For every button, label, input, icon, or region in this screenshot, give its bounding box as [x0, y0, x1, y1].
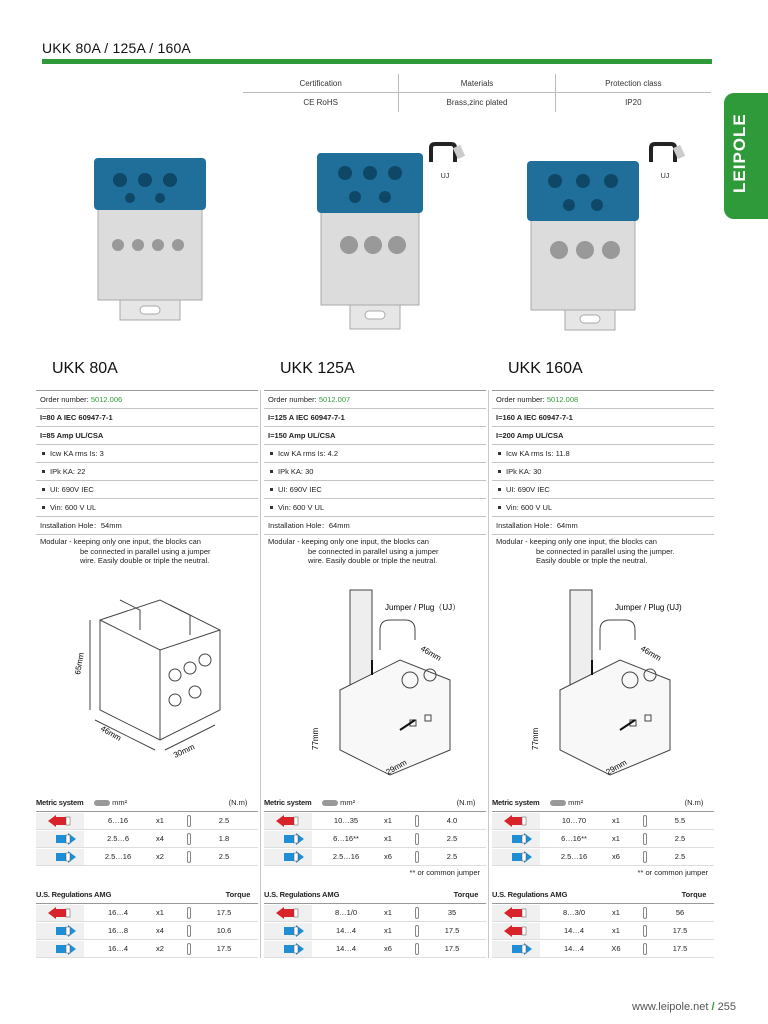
input-arrow-icon	[492, 905, 540, 921]
order-number-row	[36, 391, 258, 409]
screwdriver-icon	[630, 907, 660, 919]
cert-header-row	[243, 74, 711, 93]
dim-width-label: 29mm	[604, 757, 629, 777]
metric-system-label: Metric system	[264, 798, 312, 807]
page-title: UKK 80A / 125A / 160A	[42, 40, 191, 56]
torque-value: 56	[675, 908, 685, 917]
torque-value: 17.5	[444, 926, 460, 935]
mm2-label: mm²	[112, 798, 128, 807]
wire-range: 14…4	[563, 926, 584, 935]
wire-range: 10…35	[333, 816, 359, 825]
input-arrow-icon	[492, 923, 540, 939]
order-label: Order number:	[496, 395, 545, 404]
wire-range: 6…16	[107, 816, 128, 825]
multiplier: x1	[384, 816, 392, 825]
order-number-row	[264, 391, 486, 409]
multiplier: x1	[384, 926, 392, 935]
output-arrow-icon	[36, 923, 84, 939]
screwdriver-icon	[174, 833, 204, 845]
torque-value: 35	[447, 908, 457, 917]
bullet-icon	[498, 488, 501, 491]
footer-site-link[interactable]: www.leipole.net	[632, 1001, 709, 1013]
output-arrow-icon	[36, 849, 84, 865]
table-row	[36, 812, 258, 830]
output-arrow-icon	[492, 849, 540, 865]
vin-value: Vin: 600 V UL	[278, 503, 325, 512]
bullet-icon	[270, 488, 273, 491]
screwdriver-icon	[174, 907, 204, 919]
vin-row	[492, 499, 714, 517]
multiplier: x6	[612, 852, 620, 861]
bullet-icon	[498, 506, 501, 509]
icw-row	[36, 445, 258, 463]
output-arrow-icon	[264, 923, 312, 939]
title-rule	[42, 59, 712, 64]
torque-value: 2.5	[674, 852, 686, 861]
cert-header: Certification	[299, 79, 342, 88]
wire-icon	[94, 798, 138, 807]
certification-table	[243, 74, 711, 112]
amg-label: AMG	[322, 890, 340, 899]
screwdriver-icon	[174, 815, 204, 827]
multiplier: x2	[156, 944, 164, 953]
table-row	[492, 940, 714, 958]
screwdriver-icon	[402, 851, 432, 863]
wire-range: 6…16**	[333, 834, 359, 843]
torque-nm-label: (N.m)	[228, 798, 248, 807]
multiplier: x2	[156, 852, 164, 861]
torque-value: 1.8	[218, 834, 230, 843]
cert-value-row	[243, 93, 711, 112]
torque-label: Torque	[681, 890, 707, 899]
vin-value: Vin: 600 V UL	[506, 503, 553, 512]
wire-range: 14…4	[335, 926, 356, 935]
multiplier: x1	[384, 834, 392, 843]
multiplier: x1	[612, 816, 620, 825]
table-header	[264, 794, 486, 812]
ipk-row	[264, 463, 486, 481]
icw-value: Icw KA rms Is: 3	[50, 449, 104, 458]
metric-system-label: Metric system	[36, 798, 84, 807]
dim-depth-label: 46mm	[639, 643, 663, 663]
brand-tab	[724, 93, 768, 219]
modular-line-2: be connected in parallel using the jumper.	[536, 546, 675, 556]
wire-range: 14…4	[563, 944, 584, 953]
cert-value: CE RoHS	[303, 98, 338, 107]
table-row	[264, 812, 486, 830]
modular-line-3: Easily double or triple the neutral.	[536, 556, 648, 565]
ui-value: UI: 690V IEC	[50, 485, 94, 494]
mm2-label: mm²	[340, 798, 356, 807]
metric-system-label: Metric system	[492, 798, 540, 807]
bullet-icon	[42, 452, 45, 455]
torque-value: 17.5	[216, 908, 232, 917]
output-arrow-icon	[264, 831, 312, 847]
wire-range: 16…4	[107, 944, 128, 953]
table-row	[36, 848, 258, 866]
table-row	[264, 922, 486, 940]
screwdriver-icon	[174, 925, 204, 937]
column-divider	[488, 390, 489, 958]
multiplier: x1	[384, 908, 392, 917]
multiplier: x1	[612, 908, 620, 917]
dim-height-label: 65mm	[73, 651, 86, 676]
icw-value: Icw KA rms Is: 11.8	[506, 449, 570, 458]
torque-label: Torque	[225, 890, 251, 899]
torque-nm-label: (N.m)	[684, 798, 704, 807]
order-number: 5012.007	[318, 395, 351, 404]
spec-box-ukk125	[264, 390, 486, 566]
us-table-ukk160	[492, 886, 714, 958]
table-row	[492, 848, 714, 866]
torque-label: Torque	[453, 890, 479, 899]
modular-note	[492, 535, 714, 566]
model-title-ukk160: UKK 160A	[508, 360, 583, 377]
column-divider	[260, 390, 261, 958]
table-header	[264, 886, 486, 904]
icw-row	[264, 445, 486, 463]
input-arrow-icon	[264, 813, 312, 829]
page-footer	[632, 1001, 736, 1013]
bullet-icon	[498, 470, 501, 473]
brand-logo: LEIPOLE	[730, 113, 749, 193]
amg-label: AMG	[94, 890, 112, 899]
spec-box-ukk80	[36, 390, 258, 566]
output-arrow-icon	[492, 831, 540, 847]
dim-depth-label: 46mm	[419, 643, 443, 663]
wire-range: 2.5…6	[106, 834, 130, 843]
bullet-icon	[42, 488, 45, 491]
modular-line-3: wire. Easily double or triple the neutral.	[80, 556, 210, 565]
order-number: 5012.006	[90, 395, 123, 404]
output-arrow-icon	[264, 849, 312, 865]
torque-value: 5.5	[674, 816, 686, 825]
torque-value: 2.5	[218, 852, 230, 861]
output-arrow-icon	[36, 831, 84, 847]
product-photo-ukk80	[90, 150, 210, 330]
input-arrow-icon	[264, 905, 312, 921]
icw-row	[492, 445, 714, 463]
table-row	[264, 940, 486, 958]
screwdriver-icon	[630, 851, 660, 863]
wire-range: 8…3/0	[562, 908, 586, 917]
table-row	[264, 848, 486, 866]
table-row	[264, 904, 486, 922]
bullet-icon	[42, 470, 45, 473]
jumper-plug-label: Jumper / Plug (UJ)	[615, 603, 682, 612]
torque-nm-label: (N.m)	[456, 798, 476, 807]
us-table-ukk125	[264, 886, 486, 958]
table-row	[36, 904, 258, 922]
jumper-drawing-ukk125	[300, 580, 485, 780]
torque-value: 17.5	[672, 926, 688, 935]
common-jumper-note: ** or common jumper	[637, 868, 708, 877]
torque-value: 2.5	[674, 834, 686, 843]
order-label: Order number:	[40, 395, 89, 404]
ui-value: UI: 690V IEC	[506, 485, 550, 494]
installation-hole: Installation Hole：54mm	[36, 517, 258, 535]
output-arrow-icon	[36, 941, 84, 957]
torque-value: 2.5	[218, 816, 230, 825]
screwdriver-icon	[630, 925, 660, 937]
screwdriver-icon	[402, 907, 432, 919]
multiplier: X6	[611, 944, 621, 953]
dim-width-label: 29mm	[384, 757, 409, 777]
spec-box-ukk160	[492, 390, 714, 566]
torque-value: 10.6	[216, 926, 232, 935]
torque-value: 4.0	[446, 816, 458, 825]
table-row	[36, 830, 258, 848]
dimension-drawing-ukk80	[50, 580, 250, 770]
screwdriver-icon	[402, 833, 432, 845]
vin-row	[36, 499, 258, 517]
ipk-value: IPk KA: 30	[278, 467, 314, 476]
multiplier: x1	[612, 926, 620, 935]
screwdriver-icon	[630, 943, 660, 955]
rated-iec: I=160 A IEC 60947-7-1	[492, 409, 714, 427]
amg-label: AMG	[550, 890, 568, 899]
table-row	[36, 940, 258, 958]
us-regulations-label: U.S. Regulations	[36, 890, 93, 899]
ipk-row	[36, 463, 258, 481]
wire-range: 2.5…16	[104, 852, 132, 861]
ui-row	[36, 481, 258, 499]
dim-height-label: 77mm	[531, 727, 540, 750]
common-jumper-note: ** or common jumper	[409, 868, 480, 877]
metric-table-ukk80	[36, 794, 258, 866]
torque-value: 17.5	[444, 944, 460, 953]
input-arrow-icon	[492, 813, 540, 829]
table-row	[492, 922, 714, 940]
product-photo-ukk125	[315, 145, 425, 335]
installation-hole: Installation Hole：64mm	[492, 517, 714, 535]
mm2-label: mm²	[568, 798, 584, 807]
screwdriver-icon	[402, 943, 432, 955]
metric-table-ukk160	[492, 794, 714, 880]
wire-range: 16…4	[107, 908, 128, 917]
input-arrow-icon	[36, 905, 84, 921]
icw-value: Icw KA rms Is: 4.2	[278, 449, 339, 458]
table-row	[264, 830, 486, 848]
torque-value: 17.5	[672, 944, 688, 953]
jumper-icon-ukk160	[645, 140, 685, 178]
product-photo-ukk160	[525, 155, 645, 335]
ipk-row	[492, 463, 714, 481]
protection-header: Protection class	[555, 74, 711, 92]
footer-slash: /	[711, 1001, 715, 1013]
torque-value: 2.5	[446, 834, 458, 843]
model-title-ukk80: UKK 80A	[52, 360, 118, 377]
modular-line-3: wire. Easily double or triple the neutral.	[308, 556, 438, 565]
screwdriver-icon	[402, 815, 432, 827]
input-arrow-icon	[36, 813, 84, 829]
rated-iec: I=80 A IEC 60947-7-1	[36, 409, 258, 427]
metric-table-ukk125	[264, 794, 486, 880]
multiplier: x4	[156, 926, 164, 935]
wire-range: 8…1/0	[334, 908, 358, 917]
table-header	[492, 886, 714, 904]
bullet-icon	[270, 452, 273, 455]
vin-row	[264, 499, 486, 517]
wire-range: 10…70	[561, 816, 587, 825]
page-number: 255	[717, 1001, 736, 1013]
ipk-value: IPk KA: 30	[506, 467, 542, 476]
dim-width-label: 30mm	[172, 742, 196, 760]
torque-value: 2.5	[446, 852, 458, 861]
table-row	[492, 904, 714, 922]
table-header	[36, 886, 258, 904]
table-header	[492, 794, 714, 812]
modular-note	[36, 535, 258, 566]
dim-depth-label: 46mm	[99, 723, 123, 743]
modular-line-1: Modular - keeping only one input, the blocks can	[496, 537, 657, 546]
rated-iec: I=125 A IEC 60947-7-1	[264, 409, 486, 427]
materials-header: Materials	[398, 74, 554, 92]
order-number-row	[492, 391, 714, 409]
table-row	[36, 922, 258, 940]
us-table-ukk80	[36, 886, 258, 958]
installation-hole: Installation Hole：64mm	[264, 517, 486, 535]
multiplier: x4	[156, 834, 164, 843]
ui-value: UI: 690V IEC	[278, 485, 322, 494]
modular-line-1: Modular - keeping only one input, the blocks can	[268, 537, 429, 546]
bullet-icon	[270, 506, 273, 509]
multiplier: x6	[384, 944, 392, 953]
ui-row	[264, 481, 486, 499]
output-arrow-icon	[492, 941, 540, 957]
screwdriver-icon	[630, 833, 660, 845]
order-number: 5012.008	[546, 395, 579, 404]
vin-value: Vin: 600 V UL	[50, 503, 97, 512]
bullet-icon	[42, 506, 45, 509]
us-regulations-label: U.S. Regulations	[492, 890, 549, 899]
uj-label: UJ	[440, 173, 450, 180]
wire-range: 2.5…16	[560, 852, 588, 861]
wire-icon	[550, 798, 594, 807]
table-header	[36, 794, 258, 812]
rated-ul: I=85 Amp UL/CSA	[36, 427, 258, 445]
screwdriver-icon	[402, 925, 432, 937]
bullet-icon	[498, 452, 501, 455]
modular-line-2: be connected in parallel using a jumper	[80, 546, 211, 556]
jumper-icon-ukk125	[425, 140, 465, 178]
dim-height-label: 77mm	[311, 727, 320, 750]
us-regulations-label: U.S. Regulations	[264, 890, 321, 899]
jumper-drawing-ukk160	[520, 580, 705, 780]
wire-range: 2.5…16	[332, 852, 360, 861]
bullet-icon	[270, 470, 273, 473]
multiplier: x1	[156, 908, 164, 917]
uj-label: UJ	[660, 173, 670, 180]
wire-range: 16…8	[107, 926, 128, 935]
ui-row	[492, 481, 714, 499]
wire-icon	[322, 798, 366, 807]
wire-range: 14…4	[335, 944, 356, 953]
rated-ul: I=150 Amp UL/CSA	[264, 427, 486, 445]
ipk-value: IPk KA: 22	[50, 467, 86, 476]
screwdriver-icon	[174, 943, 204, 955]
table-row	[492, 830, 714, 848]
screwdriver-icon	[630, 815, 660, 827]
multiplier: x1	[612, 834, 620, 843]
multiplier: x6	[384, 852, 392, 861]
jumper-plug-label: Jumper / Plug（UJ）	[385, 603, 461, 612]
modular-line-2: be connected in parallel using a jumper	[308, 546, 439, 556]
output-arrow-icon	[264, 941, 312, 957]
torque-value: 17.5	[216, 944, 232, 953]
order-label: Order number:	[268, 395, 317, 404]
screwdriver-icon	[174, 851, 204, 863]
wire-range: 6…16**	[561, 834, 587, 843]
model-title-ukk125: UKK 125A	[280, 360, 355, 377]
multiplier: x1	[156, 816, 164, 825]
modular-note	[264, 535, 486, 566]
modular-line-1: Modular - keeping only one input, the blocks can	[40, 537, 201, 546]
rated-ul: I=200 Amp UL/CSA	[492, 427, 714, 445]
protection-value: IP20	[555, 93, 711, 112]
materials-value: Brass,zinc plated	[398, 93, 554, 112]
table-row	[492, 812, 714, 830]
